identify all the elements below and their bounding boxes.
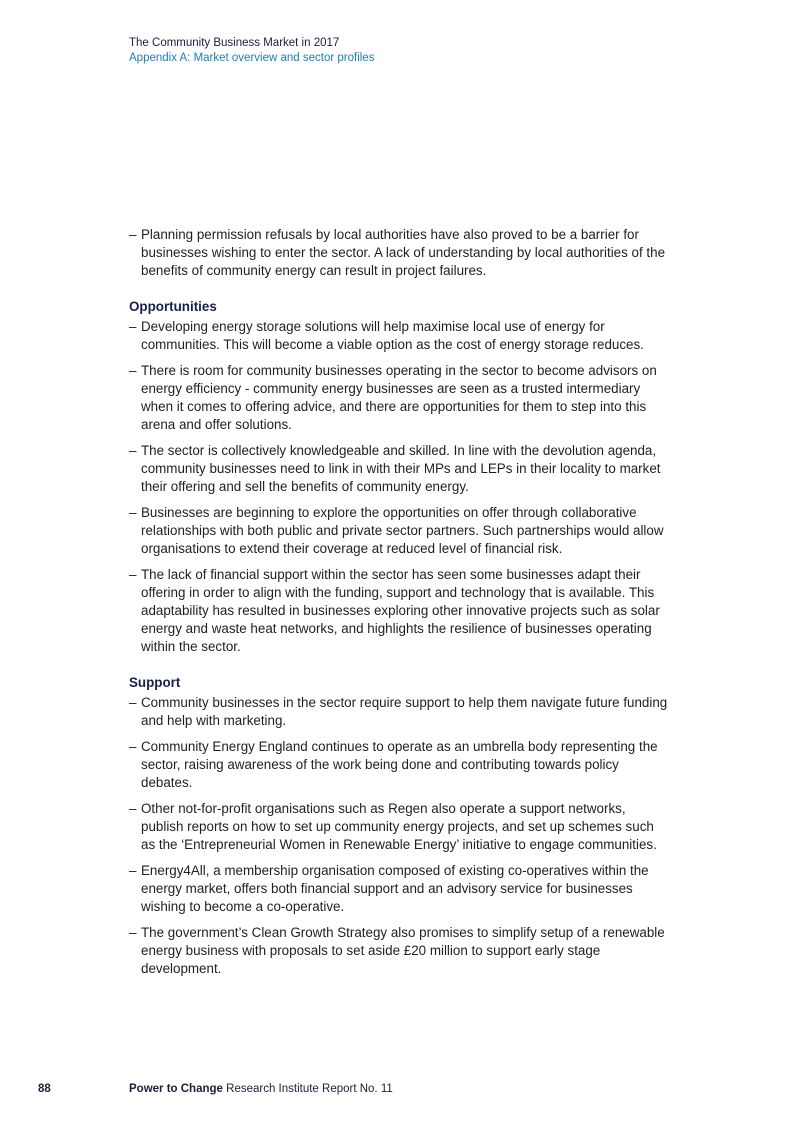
organisation-name: Power to Change: [129, 1083, 223, 1095]
page-number: 88: [38, 1083, 51, 1095]
dash-marker: –: [129, 443, 137, 458]
dash-marker: –: [129, 227, 137, 242]
dash-marker: –: [129, 363, 137, 378]
list-item: – Businesses are beginning to explore the opportunities on offer through collaborative relationships with both public and private sector partners. Such partnerships would allow organisations to extend their coverage at reduced level of financial risk.: [129, 505, 664, 556]
dash-marker: –: [129, 801, 137, 816]
document-title: The Community Business Market in 2017: [129, 37, 340, 49]
section-title: Appendix A: Market overview and sector profiles: [129, 52, 375, 64]
dash-marker: –: [129, 739, 137, 754]
list-item: – Community Energy England continues to operate as an umbrella body representing the sector, raising awareness of the work being done and contributing towards policy debates.: [129, 739, 658, 790]
dash-marker: –: [129, 863, 137, 878]
list-item: – There is room for community businesses operating in the sector to become advisors on energy efficiency - community energy businesses are seen as a trusted intermediary when it comes to offering advice, and there are opportunities for them to step into this arena and offer solutions.: [129, 363, 657, 432]
list-item: – Other not-for-profit organisations such as Regen also operate a support networks, publish reports on how to set up community energy projects, and set up schemes such as the ‘Entrepreneurial Women in Renewable Energy’ initiative to engage communities.: [129, 801, 657, 852]
dash-marker: –: [129, 695, 137, 710]
body-content: [129, 226, 669, 986]
report-title: [129, 1082, 393, 1097]
dash-marker: –: [129, 567, 137, 582]
list-item: – Developing energy storage solutions will help maximise local use of energy for communities. This will become a viable option as the cost of energy storage reduces.: [129, 319, 644, 352]
dash-marker: –: [129, 925, 137, 940]
support-heading: Support: [129, 675, 181, 690]
opportunities-heading: Opportunities: [129, 299, 217, 314]
running-header: [129, 36, 374, 66]
list-item: – Community businesses in the sector require support to help them navigate future funding and help with marketing.: [129, 695, 668, 728]
dash-marker: –: [129, 319, 137, 334]
list-item: – The sector is collectively knowledgeable and skilled. In line with the devolution agenda, community businesses need to link in with their MPs and LEPs in their locality to market their offering and sell the benefits of community energy.: [129, 443, 661, 494]
list-item: – The lack of financial support within the sector has seen some businesses adapt their offering in order to align with the funding, support and technology that is available. This adaptability has resulted in businesses exploring other innovative projects such as solar energy and waste heat networks, and highlights the resilience of businesses operating within the sector.: [129, 567, 660, 654]
list-item: – Planning permission refusals by local authorities have also proved to be a barrier for businesses wishing to enter the sector. A lack of understanding by local authorities of the benefits of community energy can result in project failures.: [129, 227, 666, 278]
list-item: – Energy4All, a membership organisation composed of existing co-operatives within the energy market, offers both financial support and an advisory service for businesses wishing to become a co-operative.: [129, 863, 649, 914]
list-item: – The government’s Clean Growth Strategy also promises to simplify setup of a renewable energy business with proposals to set aside £20 million to support early stage development.: [129, 925, 665, 976]
report-name: Research Institute Report No. 11: [222, 1083, 393, 1095]
dash-marker: –: [129, 505, 137, 520]
